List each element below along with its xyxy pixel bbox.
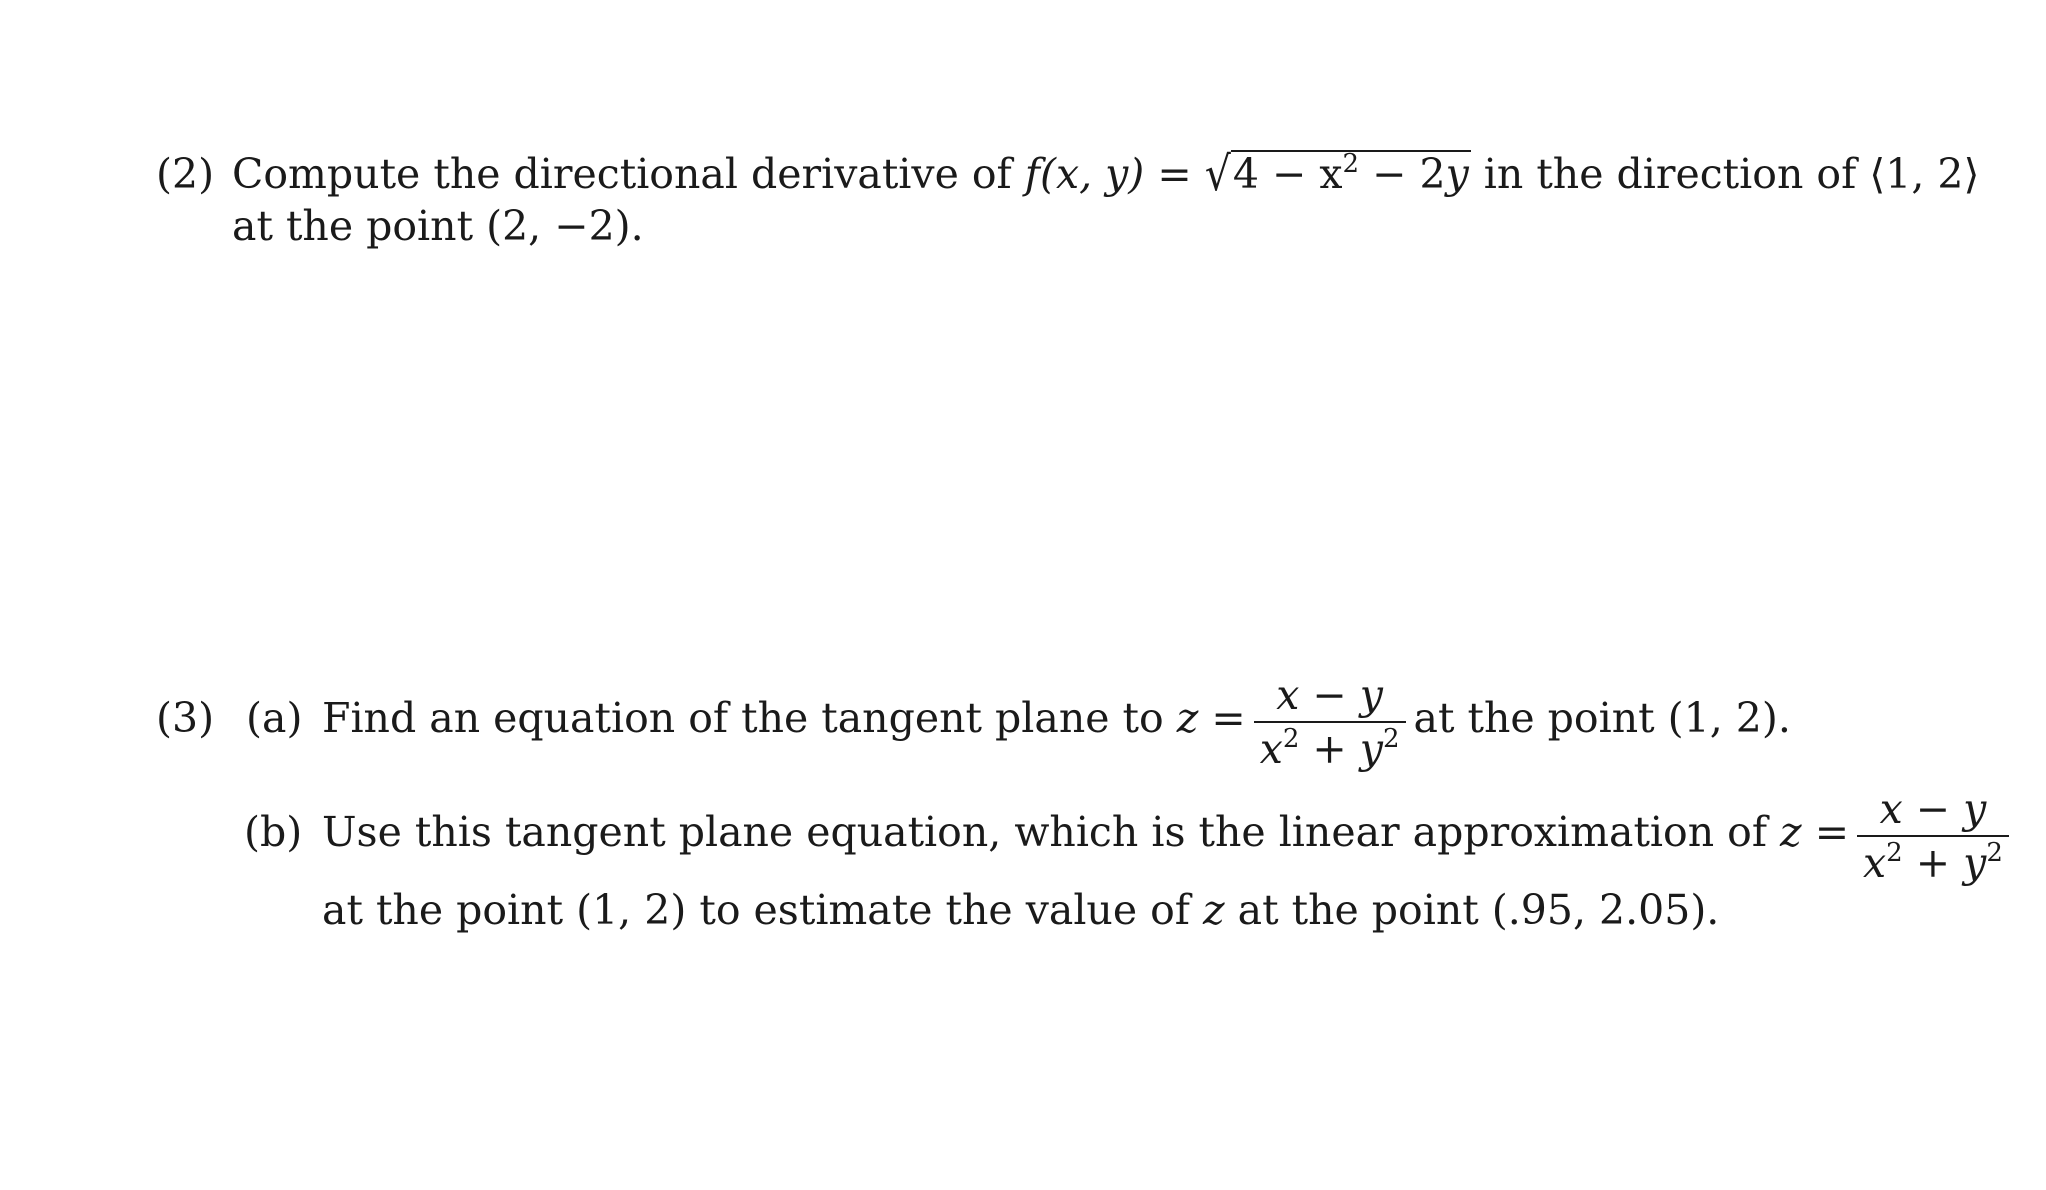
function-args: (x, y) [1039, 150, 1145, 198]
problem-2-number: (2) [156, 150, 215, 198]
part-a-label: (a) [246, 694, 303, 742]
part-a-eq: = [1198, 694, 1246, 742]
part-b-denominator: $x^2 + y^2$ [1863, 837, 2003, 887]
problem-2-text: Compute the directional derivative of [232, 150, 1025, 198]
radicand: $4 - x^2 - 2y$ [1232, 149, 1469, 198]
part-b-line2-var: z [1203, 886, 1225, 934]
part-b-line-1 [322, 770, 2017, 894]
function-name: f [1024, 150, 1040, 198]
problem-3-number: (3) [156, 694, 215, 742]
direction-text: in the direction of ⟨1, 2⟩ [1470, 150, 1980, 198]
part-b-numerator: x − y [1857, 787, 2009, 837]
part-a-text: Find an equation of the tangent plane to [322, 694, 1177, 742]
part-b-line-2: at the point (1, 2) to estimate the value of z at the point (.95, 2.05). [322, 886, 1720, 934]
problem-2-line-2: at the point (2, −2). [232, 202, 644, 250]
part-a-text-after: at the point (1, 2). [1413, 694, 1791, 742]
part-a-denominator: $x^2 + y^2$ [1259, 723, 1400, 773]
square-root [1205, 148, 1471, 200]
problem-2-line-1 [232, 148, 1980, 200]
part-a-fraction [1254, 670, 1406, 773]
equals-sign: = [1144, 150, 1205, 198]
part-b-var: z [1780, 808, 1802, 856]
part-a-line [322, 656, 1791, 780]
radical-sign-icon: √ [1204, 146, 1231, 202]
part-a-var: z [1176, 694, 1199, 742]
part-b-fraction [1857, 784, 2009, 887]
part-b-text: Use this tangent plane equation, which is the linear approximation of [322, 808, 1781, 856]
part-a-numerator: x − y [1254, 673, 1406, 723]
part-b-label: (b) [244, 808, 303, 856]
part-b-eq: = [1801, 808, 1850, 856]
